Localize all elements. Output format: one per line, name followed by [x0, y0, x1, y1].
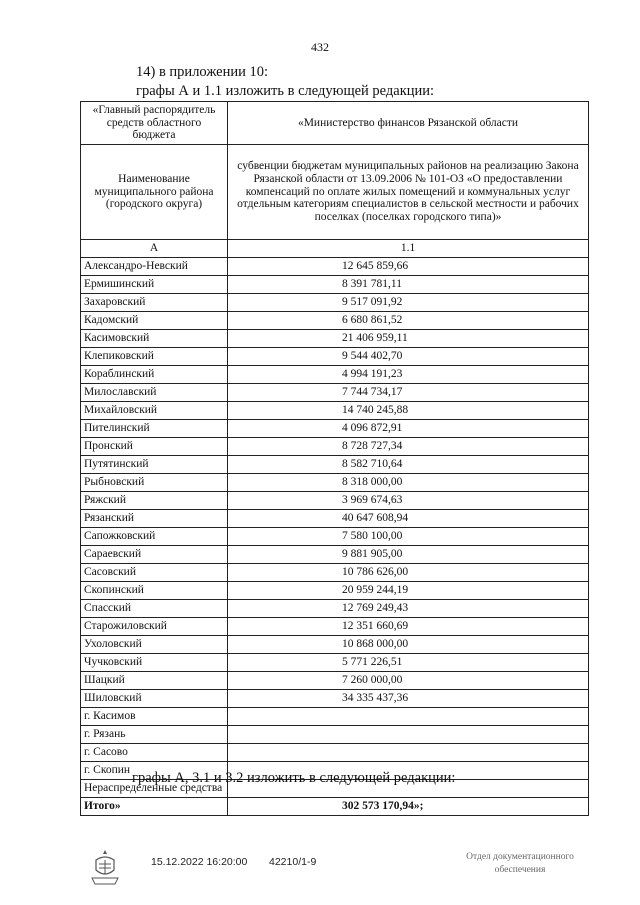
table-row: [81, 384, 589, 402]
total-amount: 302 573 170,94»;: [228, 798, 589, 816]
footer-document-code: 42210/1-9: [269, 856, 317, 868]
subsidy-amount: 40 647 608,94: [228, 510, 589, 528]
subsidy-amount: 20 959 244,19: [228, 582, 589, 600]
subsidy-amount: 10 786 626,00: [228, 564, 589, 582]
district-name: Ермишинский: [81, 276, 228, 294]
subsidy-amount: 4 096 872,91: [228, 420, 589, 438]
outro-line: графы А, 3.1 и 3.2 изложить в следующей редакции:: [132, 770, 456, 786]
subsidy-amount: 21 406 959,11: [228, 330, 589, 348]
subsidy-amount: 7 580 100,00: [228, 528, 589, 546]
table-row: [81, 600, 589, 618]
district-name: Путятинский: [81, 456, 228, 474]
district-name: Михайловский: [81, 402, 228, 420]
table-row: [81, 474, 589, 492]
subsidy-amount: 5 771 226,51: [228, 654, 589, 672]
district-name: Спасский: [81, 600, 228, 618]
emblem-logo: [88, 848, 122, 886]
subsidy-amount: 9 517 091,92: [228, 294, 589, 312]
intro-line-2: графы А и 1.1 изложить в следующей редакции:: [136, 83, 435, 99]
total-row: [81, 798, 589, 816]
table-row: [81, 744, 589, 762]
subsidy-amount: 12 351 660,69: [228, 618, 589, 636]
district-name: Касимовский: [81, 330, 228, 348]
table-row: [81, 294, 589, 312]
district-name: Сасовский: [81, 564, 228, 582]
column-index-1-1: 1.1: [228, 240, 589, 258]
table-row: [81, 726, 589, 744]
column-index-a: А: [81, 240, 228, 258]
subsidy-amount: 7 744 734,17: [228, 384, 589, 402]
district-label: Наименование муниципального района (городского округа): [81, 145, 228, 240]
subsidy-amount: 8 582 710,64: [228, 456, 589, 474]
table-row: [81, 276, 589, 294]
district-name: Старожиловский: [81, 618, 228, 636]
subsidy-amount: [228, 744, 589, 762]
subsidy-amount: [228, 708, 589, 726]
district-name: Чучковский: [81, 654, 228, 672]
district-name: Пронский: [81, 438, 228, 456]
subsidy-amount: 14 740 245,88: [228, 402, 589, 420]
subsidy-amount: 12 769 249,43: [228, 600, 589, 618]
column-heading-row: [81, 145, 589, 240]
district-name: Пителинский: [81, 420, 228, 438]
table-row: [81, 366, 589, 384]
subsidy-amount: 8 391 781,11: [228, 276, 589, 294]
table-row: [81, 402, 589, 420]
subsidy-table: [80, 101, 589, 816]
distributor-row: [81, 102, 589, 145]
table-row: [81, 420, 589, 438]
subsidy-amount: 3 969 674,63: [228, 492, 589, 510]
table-row: [81, 438, 589, 456]
stamp-line-2: обеспечения: [494, 864, 546, 875]
table-row: [81, 258, 589, 276]
district-name: Ряжский: [81, 492, 228, 510]
district-name: Кораблинский: [81, 366, 228, 384]
department-stamp: [445, 851, 595, 877]
subsidy-amount: 9 544 402,70: [228, 348, 589, 366]
table-row: [81, 348, 589, 366]
distributor-value: «Министерство финансов Рязанской области: [228, 102, 589, 145]
district-name: Шиловский: [81, 690, 228, 708]
table-row: [81, 492, 589, 510]
subsidy-amount: [228, 726, 589, 744]
district-name: Рязанский: [81, 510, 228, 528]
table-row: [81, 528, 589, 546]
footer-datetime: 15.12.2022 16:20:00: [151, 856, 248, 868]
district-name: Сараевский: [81, 546, 228, 564]
subsidy-amount: 6 680 861,52: [228, 312, 589, 330]
subsidy-amount: 8 318 000,00: [228, 474, 589, 492]
table-row: [81, 708, 589, 726]
subsidy-amount: 7 260 000,00: [228, 672, 589, 690]
district-name: Ухоловский: [81, 636, 228, 654]
column-index-row: [81, 240, 589, 258]
district-name: г. Скопин: [81, 762, 228, 780]
district-name: г. Сасово: [81, 744, 228, 762]
subsidy-amount: 4 994 191,23: [228, 366, 589, 384]
stamp-line-1: Отдел документационного: [466, 852, 574, 862]
distributor-label: «Главный распорядитель средств областного бюджета: [81, 102, 228, 145]
subsidy-amount: 8 728 727,34: [228, 438, 589, 456]
district-name: Нераспределенные средства: [81, 780, 228, 798]
table-row: [81, 636, 589, 654]
district-name: Клепиковский: [81, 348, 228, 366]
district-name: Скопинский: [81, 582, 228, 600]
district-name: Александро-Невский: [81, 258, 228, 276]
district-name: Рыбновский: [81, 474, 228, 492]
table-row: [81, 672, 589, 690]
table-row: [81, 312, 589, 330]
table-row: [81, 582, 589, 600]
district-name: г. Касимов: [81, 708, 228, 726]
table-row: [81, 456, 589, 474]
intro-line-1: 14) в приложении 10:: [136, 64, 269, 80]
district-name: Милославский: [81, 384, 228, 402]
subsidy-amount: 10 868 000,00: [228, 636, 589, 654]
district-name: Кадомский: [81, 312, 228, 330]
subsidy-amount: 12 645 859,66: [228, 258, 589, 276]
table-row: [81, 330, 589, 348]
subsidy-description: субвенции бюджетам муниципальных районов на реализацию Закона Рязанской области от 13.09.2006 № 101-ОЗ «О предоставлении компенсаций по оплате жилых помещений и коммунальных услуг отдельным категориям специалистов в сельской местности и рабочих поселках (поселках городского типа)»: [228, 145, 589, 240]
district-name: Шацкий: [81, 672, 228, 690]
table-row: [81, 618, 589, 636]
district-name: Сапожковский: [81, 528, 228, 546]
district-name: Захаровский: [81, 294, 228, 312]
district-name: г. Рязань: [81, 726, 228, 744]
total-label: Итого»: [81, 798, 228, 816]
subsidy-amount: 9 881 905,00: [228, 546, 589, 564]
table-row: [81, 510, 589, 528]
subsidy-amount: 34 335 437,36: [228, 690, 589, 708]
table-row: [81, 654, 589, 672]
table-row: [81, 546, 589, 564]
table-row: [81, 564, 589, 582]
page-number: 432: [311, 40, 329, 54]
table-row: [81, 690, 589, 708]
